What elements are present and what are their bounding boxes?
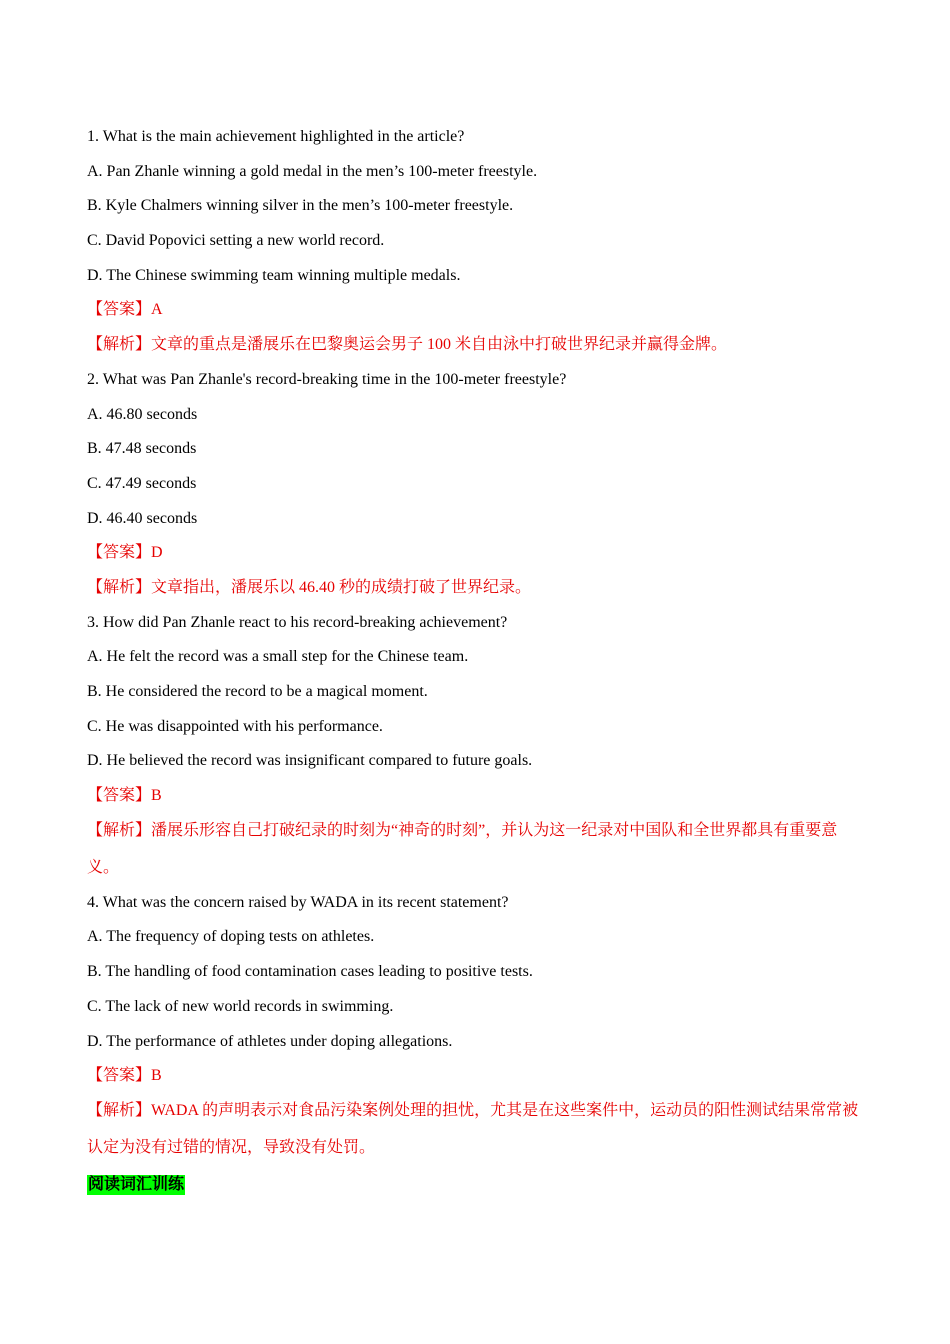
answer-text: 【答案】D xyxy=(87,544,163,562)
question-text: 4. What was the concern raised by WADA in its recent statement? xyxy=(87,893,509,911)
option-a: A. He felt the record was a small step for the Chinese team. xyxy=(87,648,469,666)
answer-text: 【答案】B xyxy=(87,1067,162,1085)
option-b: B. 47.48 seconds xyxy=(87,440,197,458)
option-c: C. The lack of new world records in swimming. xyxy=(87,997,394,1015)
analysis-text: 【解析】文章的重点是潘展乐在巴黎奥运会男子 100 米自由泳中打破世界纪录并赢得金牌。 xyxy=(87,336,728,354)
question-block-3 xyxy=(87,606,867,886)
option-d: D. The performance of athletes under doping allegations. xyxy=(87,1032,453,1050)
option-a: A. 46.80 seconds xyxy=(87,405,198,423)
option-a: A. The frequency of doping tests on athletes. xyxy=(87,928,375,946)
option-d: D. The Chinese swimming team winning multiple medals. xyxy=(87,266,461,284)
analysis-text: 【解析】文章指出，潘展乐以 46.40 秒的成绩打破了世界纪录。 xyxy=(87,578,532,596)
question-block-2 xyxy=(87,363,867,606)
section-title: 阅读词汇训练 xyxy=(88,1175,185,1193)
analysis-text: 【解析】WADA 的声明表示对食品污染案例处理的担忧，尤其是在这些案件中，运动员的阳性测试结果常常被认定为没有过错的情况，导致没有处罚。 xyxy=(87,1101,859,1156)
option-c: C. 47.49 seconds xyxy=(87,474,197,492)
section-heading-row xyxy=(87,1168,867,1203)
analysis-text: 【解析】潘展乐形容自己打破纪录的时刻为“神奇的时刻”，并认为这一纪录对中国队和全世界都具有重要意义。 xyxy=(87,821,838,876)
question-block-4 xyxy=(87,886,867,1166)
option-b: B. Kyle Chalmers winning silver in the men’s 100-meter freestyle. xyxy=(87,197,514,215)
answer-text: 【答案】B xyxy=(87,787,162,805)
question-text: 1. What is the main achievement highlighted in the article? xyxy=(87,128,465,145)
question-text: 3. How did Pan Zhanle react to his record-breaking achievement? xyxy=(87,613,508,631)
option-c: C. David Popovici setting a new world record. xyxy=(87,232,385,250)
option-d: D. He believed the record was insignificant compared to future goals. xyxy=(87,752,533,770)
option-d: D. 46.40 seconds xyxy=(87,509,198,527)
option-b: B. The handling of food contamination cases leading to positive tests. xyxy=(87,963,533,981)
option-c: C. He was disappointed with his performance. xyxy=(87,717,383,735)
question-block-1 xyxy=(87,120,867,363)
option-b: B. He considered the record to be a magical moment. xyxy=(87,683,428,700)
document-page xyxy=(87,120,867,1203)
question-text: 2. What was Pan Zhanle's record-breaking time in the 100-meter freestyle? xyxy=(87,370,567,388)
answer-text: 【答案】A xyxy=(87,301,163,319)
option-a: A. Pan Zhanle winning a gold medal in the men’s 100-meter freestyle. xyxy=(87,162,538,180)
